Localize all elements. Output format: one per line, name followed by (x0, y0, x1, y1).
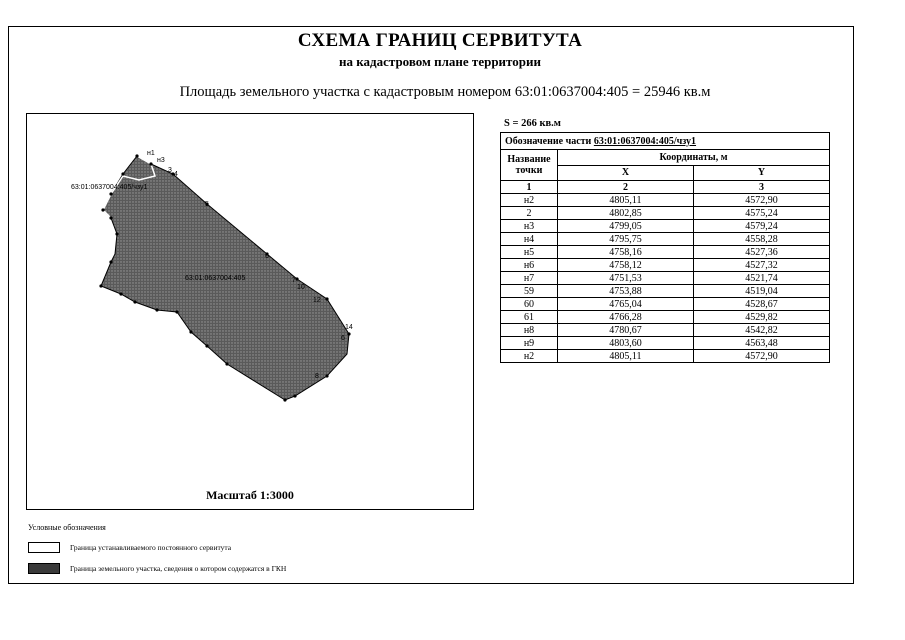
x-coord-cell: 4753,88 (558, 285, 694, 298)
table-row (501, 246, 830, 259)
point-name-cell: н9 (501, 337, 558, 350)
table-row (501, 272, 830, 285)
legend-item-parcel (28, 563, 286, 574)
point-name-cell: 61 (501, 311, 558, 324)
point-label-5: 5 (205, 201, 209, 208)
x-coord-cell: 4758,16 (558, 246, 694, 259)
y-coord-cell: 4572,90 (693, 350, 829, 363)
col-header-coords: Координаты, м (558, 150, 830, 166)
servitude-area: S = 266 кв.м (504, 118, 561, 129)
x-coord-cell: 4802,85 (558, 207, 694, 220)
table-row (501, 298, 830, 311)
col-header-y: Y (693, 165, 829, 181)
part-designation-cell (501, 133, 830, 150)
parcel-label: 63:01:0637004:405 (185, 275, 246, 282)
x-coord-cell: 4805,11 (558, 350, 694, 363)
servitude-swatch (28, 542, 60, 553)
point-name-cell: 2 (501, 207, 558, 220)
point-label-6b: 6 (341, 335, 345, 342)
point-name-cell: н2 (501, 194, 558, 207)
col-header-x: X (558, 165, 694, 181)
cadastral-map (27, 114, 475, 511)
x-coord-cell: 4799,05 (558, 220, 694, 233)
table-row (501, 350, 830, 363)
point-label-12: 12 (313, 297, 321, 304)
y-coord-cell: 4527,32 (693, 259, 829, 272)
y-coord-cell: 4558,28 (693, 233, 829, 246)
point-name-cell: н4 (501, 233, 558, 246)
x-coord-cell: 4751,53 (558, 272, 694, 285)
col-num-3: 3 (693, 181, 829, 194)
y-coord-cell: 4527,36 (693, 246, 829, 259)
legend-item-servitude-label: Граница устанавливаемого постоянного сервитута (70, 543, 232, 552)
x-coord-cell: 4805,11 (558, 194, 694, 207)
x-coord-cell: 4765,04 (558, 298, 694, 311)
table-row (501, 194, 830, 207)
document-subtitle: на кадастровом плане территории (339, 54, 541, 69)
point-name-cell: н5 (501, 246, 558, 259)
y-coord-cell: 4572,90 (693, 194, 829, 207)
point-label-8: 8 (315, 373, 319, 380)
part-id: 63:01:0637004:405/чзу1 (593, 135, 697, 147)
y-coord-cell: 4579,24 (693, 220, 829, 233)
point-name-cell: 59 (501, 285, 558, 298)
y-coord-cell: 4521,74 (693, 272, 829, 285)
point-name-cell: н8 (501, 324, 558, 337)
point-label-4: 4 (174, 171, 178, 178)
part-label: Обозначение части (505, 135, 594, 147)
table-row (501, 337, 830, 350)
y-coord-cell: 4563,48 (693, 337, 829, 350)
table-row (501, 207, 830, 220)
point-name-cell: 60 (501, 298, 558, 311)
point-name-cell: н3 (501, 220, 558, 233)
x-coord-cell: 4758,12 (558, 259, 694, 272)
y-coord-cell: 4542,82 (693, 324, 829, 337)
col-header-name: Название точки (501, 150, 558, 181)
coordinate-rows (501, 194, 830, 363)
servitude-label: 63:01:0637004:405/чзу1 (71, 184, 148, 191)
table-row (501, 285, 830, 298)
point-name-cell: н7 (501, 272, 558, 285)
point-label-10: 10 (297, 284, 305, 291)
y-coord-cell: 4575,24 (693, 207, 829, 220)
map-scale: Масштаб 1:3000 (206, 488, 294, 502)
parcel-area-line: Площадь земельного участка с кадастровым номером 63:01:0637004:405 = 25946 кв.м (179, 84, 711, 100)
y-coord-cell: 4528,67 (693, 298, 829, 311)
map-panel (26, 113, 474, 510)
table-row (501, 233, 830, 246)
point-label-6: 6 (265, 253, 269, 260)
point-name-cell: н6 (501, 259, 558, 272)
point-label-7: 7 (292, 277, 296, 284)
table-row (501, 220, 830, 233)
point-label-n3: н3 (157, 157, 165, 164)
y-coord-cell: 4529,82 (693, 311, 829, 324)
point-label-3: 3 (168, 167, 172, 174)
x-coord-cell: 4780,67 (558, 324, 694, 337)
x-coord-cell: 4795,75 (558, 233, 694, 246)
point-label-14: 14 (345, 324, 353, 331)
point-name-cell: н2 (501, 350, 558, 363)
coordinates-table (500, 132, 830, 363)
legend-title: Условные обозначения (28, 523, 106, 532)
table-row (501, 324, 830, 337)
table-row (501, 311, 830, 324)
document-title: СХЕМА ГРАНИЦ СЕРВИТУТА (297, 30, 583, 51)
col-num-2: 2 (558, 181, 694, 194)
legend-item-servitude (28, 542, 231, 553)
legend-item-parcel-label: Граница земельного участка, сведения о котором содержатся в ГКН (70, 564, 287, 573)
x-coord-cell: 4803,60 (558, 337, 694, 350)
col-num-1: 1 (501, 181, 558, 194)
x-coord-cell: 4766,28 (558, 311, 694, 324)
table-row (501, 259, 830, 272)
point-label-n1: н1 (147, 150, 155, 157)
y-coord-cell: 4519,04 (693, 285, 829, 298)
parcel-swatch (28, 563, 60, 574)
